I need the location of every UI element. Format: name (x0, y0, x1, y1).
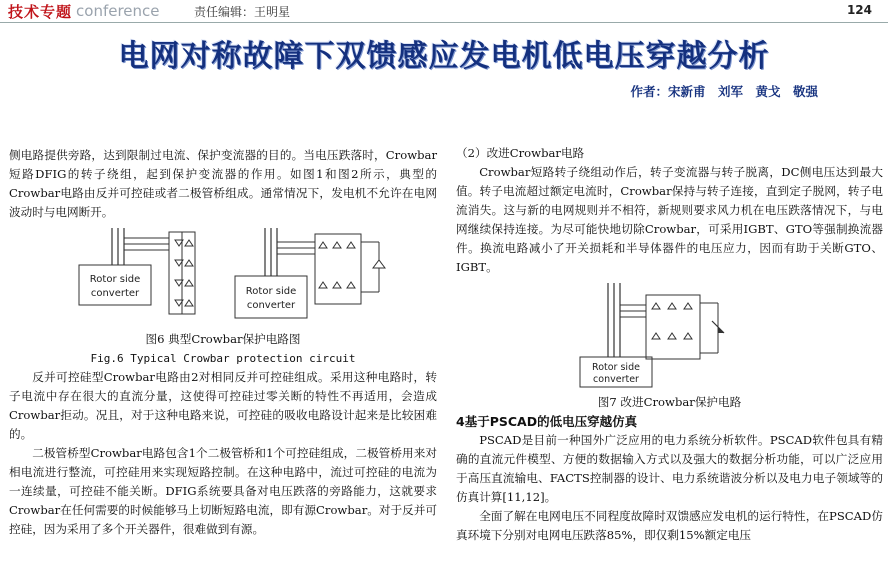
right-sub-heading: （2）改进Crowbar电路 (456, 146, 585, 160)
rotor-label: Rotor side (592, 362, 640, 373)
section-heading: 4基于PSCAD的低电压穿越仿真 (456, 414, 638, 429)
rotor-label-right: Rotor side (245, 286, 297, 297)
figure-7-caption: 图7 改进Crowbar保护电路 (597, 395, 742, 409)
section-title-en: conference (76, 2, 160, 20)
left-column (9, 146, 437, 539)
page-number: 124 (846, 3, 872, 17)
figure-6-diagram (9, 222, 437, 330)
thyristor-symbol (373, 260, 385, 268)
left-paragraph-3: 二极管桥型Crowbar电路包含1个二极管桥和1个可控硅组成，二极管桥用来对相电流进行整流，可控硅用来实现短路控制。在这种电路中，流过可控硅的电流为一连续量，可控硅不能关断。DFIG系统要具备对电压跌落的旁路能力，这就要求Crowbar在任何需要的时候能够马上切断短路电流，即有源Crowbar。对于反并可控硅，因为采用了多个开关器件，很难做到有源。 (9, 446, 437, 536)
converter-label-right: converter (246, 300, 296, 311)
right-paragraph-2: PSCAD是目前一种国外广泛应用的电力系统分析软件。PSCAD软件包具有精确的直流元件模型、方便的数据输入方式以及强大的数据分析功能，可以广泛应用于高压直流输电、FACTS控制器的设计、电力系统谐波分析以及电力电子领域等的仿真计算[11,12]。 (456, 433, 883, 504)
right-column (456, 144, 883, 545)
rotor-converter-box-right (235, 276, 307, 318)
converter-label: converter (593, 374, 639, 385)
section-tag (8, 1, 160, 21)
article-title: 电网对称故障下双馈感应发电机低电压穿越分析 (118, 39, 770, 74)
figure-7-diagram (456, 277, 883, 393)
figure-6-caption: 图6 典型Crowbar保护电路图 (145, 332, 301, 346)
converter-label-left: converter (90, 288, 140, 299)
header-divider (0, 22, 888, 23)
figure-6-caption-en: Fig.6 Typical Crowbar protection circuit (90, 352, 356, 365)
section-title: 技术专题 (8, 2, 73, 21)
page-header (0, 0, 888, 22)
right-paragraph-3: 全面了解在电网电压不同程度故障时双馈感应发电机的运行特性，在PSCAD仿真环境下分别对电网电压跌落85%，即仅剩15%额定电压 (456, 509, 883, 542)
right-paragraph-1: Crowbar短路转子绕组动作后，转子变流器与转子脱离，DC侧电压达到最大值。转子电流超过额定电流时，Crowbar保持与转子连接，直到定子脱网，转子电流消失。这与新的电网规则并不相符，新规则要求风力机在电压跌落情况下，与电网继续保持连接。为尽可能快地切除Crowbar，可采用IGBT、GTO等强制换流器件。换流电路减小了开关损耗和半导体器件的电压应力，因而有助于关断GTO、IGBT。 (456, 165, 883, 274)
left-paragraph-1: 侧电路提供旁路，达到限制过电流、保护变流器的目的。当电压跌落时，Crowbar短路DFIG的转子绕组，起到保护变流器的作用。如图1和图2所示，典型的Crowbar电路由反并可控硅或者二极管桥组成。通常情况下，发电机不允许在电网波动时与电网断开。 (9, 148, 437, 219)
editor-credit: 责任编辑：王明星 (194, 5, 291, 19)
rotor-converter-box-left (79, 265, 151, 305)
rotor-label-left: Rotor side (89, 274, 141, 285)
left-paragraph-2: 反并可控硅型Crowbar电路由2对相同反并可控硅组成。采用这种电路时，转子电流中存在很大的直流分量，这使得可控硅过零关断的特性不再适用，会造成Crowbar拒动。况且，对于这种电路来说，可控硅的吸收电路设计起来是比较困难的。 (9, 370, 437, 441)
article-authors: 作者：宋新甫 刘军 黄戈 敬强 (630, 84, 818, 99)
